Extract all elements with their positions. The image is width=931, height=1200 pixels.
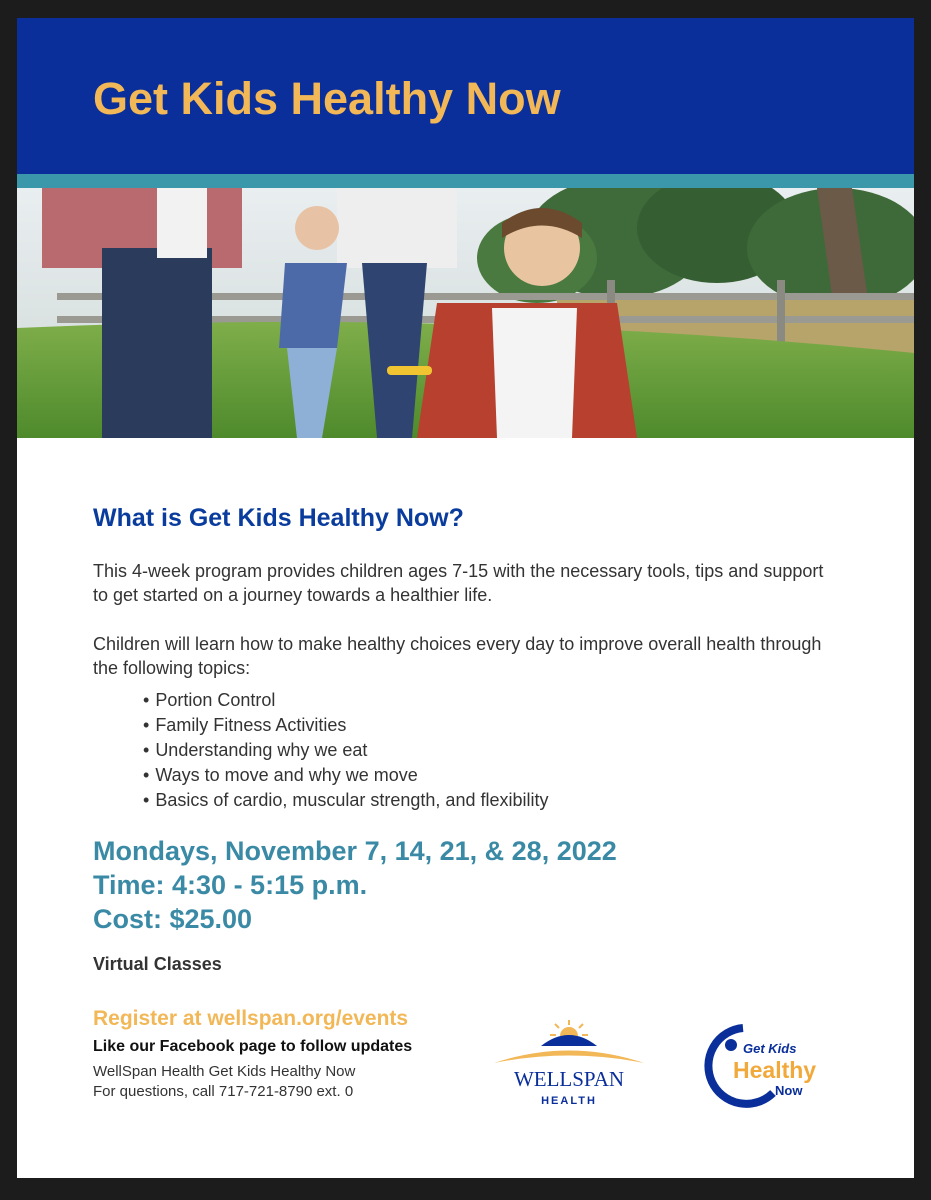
- swoosh-icon: [494, 1051, 644, 1064]
- topics-intro-paragraph: Children will learn how to make healthy choices every day to improve overall health through the following topics:: [93, 634, 822, 678]
- flyer-page: [17, 18, 914, 1178]
- hero-photo: [17, 188, 914, 438]
- list-item: • Portion Control: [145, 688, 548, 713]
- figure-icon: [725, 1039, 737, 1051]
- phone-line: For questions, call 717-721-8790 ext. 0: [93, 1083, 354, 1100]
- gkhn-line2: Healthy: [733, 1057, 817, 1083]
- class-dates: Mondays, November 7, 14, 21, & 28, 2022: [93, 836, 617, 866]
- gkhn-line1: Get Kids: [743, 1041, 797, 1056]
- facebook-note: Like our Facebook page to follow updates: [93, 1038, 413, 1055]
- wellspan-name: WELLSPAN: [513, 1067, 625, 1091]
- register-link[interactable]: Register at wellspan.org/events: [93, 1007, 409, 1030]
- class-time: Time: 4:30 - 5:15 p.m.: [93, 870, 368, 900]
- org-line: WellSpan Health Get Kids Healthy Now: [93, 1063, 356, 1080]
- class-format: Virtual Classes: [93, 954, 222, 974]
- section-heading: What is Get Kids Healthy Now?: [93, 504, 464, 532]
- class-cost: Cost: $25.00: [93, 904, 253, 934]
- list-item: • Ways to move and why we move: [145, 763, 548, 788]
- page-title: Get Kids Healthy Now: [93, 73, 561, 124]
- wellspan-logo: [489, 1018, 649, 1113]
- wellspan-sub: HEALTH: [541, 1095, 597, 1107]
- sun-icon: [541, 1020, 597, 1046]
- list-item: • Understanding why we eat: [145, 738, 548, 763]
- header-banner: [17, 18, 914, 174]
- intro-paragraph: This 4-week program provides children ages 7-15 with the necessary tools, tips and support to get started on a journey towards a healthier life.: [93, 561, 824, 605]
- teal-divider: [17, 174, 914, 188]
- gkhn-line3: Now: [775, 1083, 803, 1098]
- contact-info: [93, 1062, 355, 1102]
- schedule-block: [93, 834, 617, 936]
- list-item: • Basics of cardio, muscular strength, and flexibility: [145, 788, 548, 813]
- hero-photo-illustration: [17, 188, 914, 438]
- gkhn-logo: [703, 1023, 833, 1108]
- list-item: • Family Fitness Activities: [145, 713, 548, 738]
- topics-list: [145, 688, 548, 813]
